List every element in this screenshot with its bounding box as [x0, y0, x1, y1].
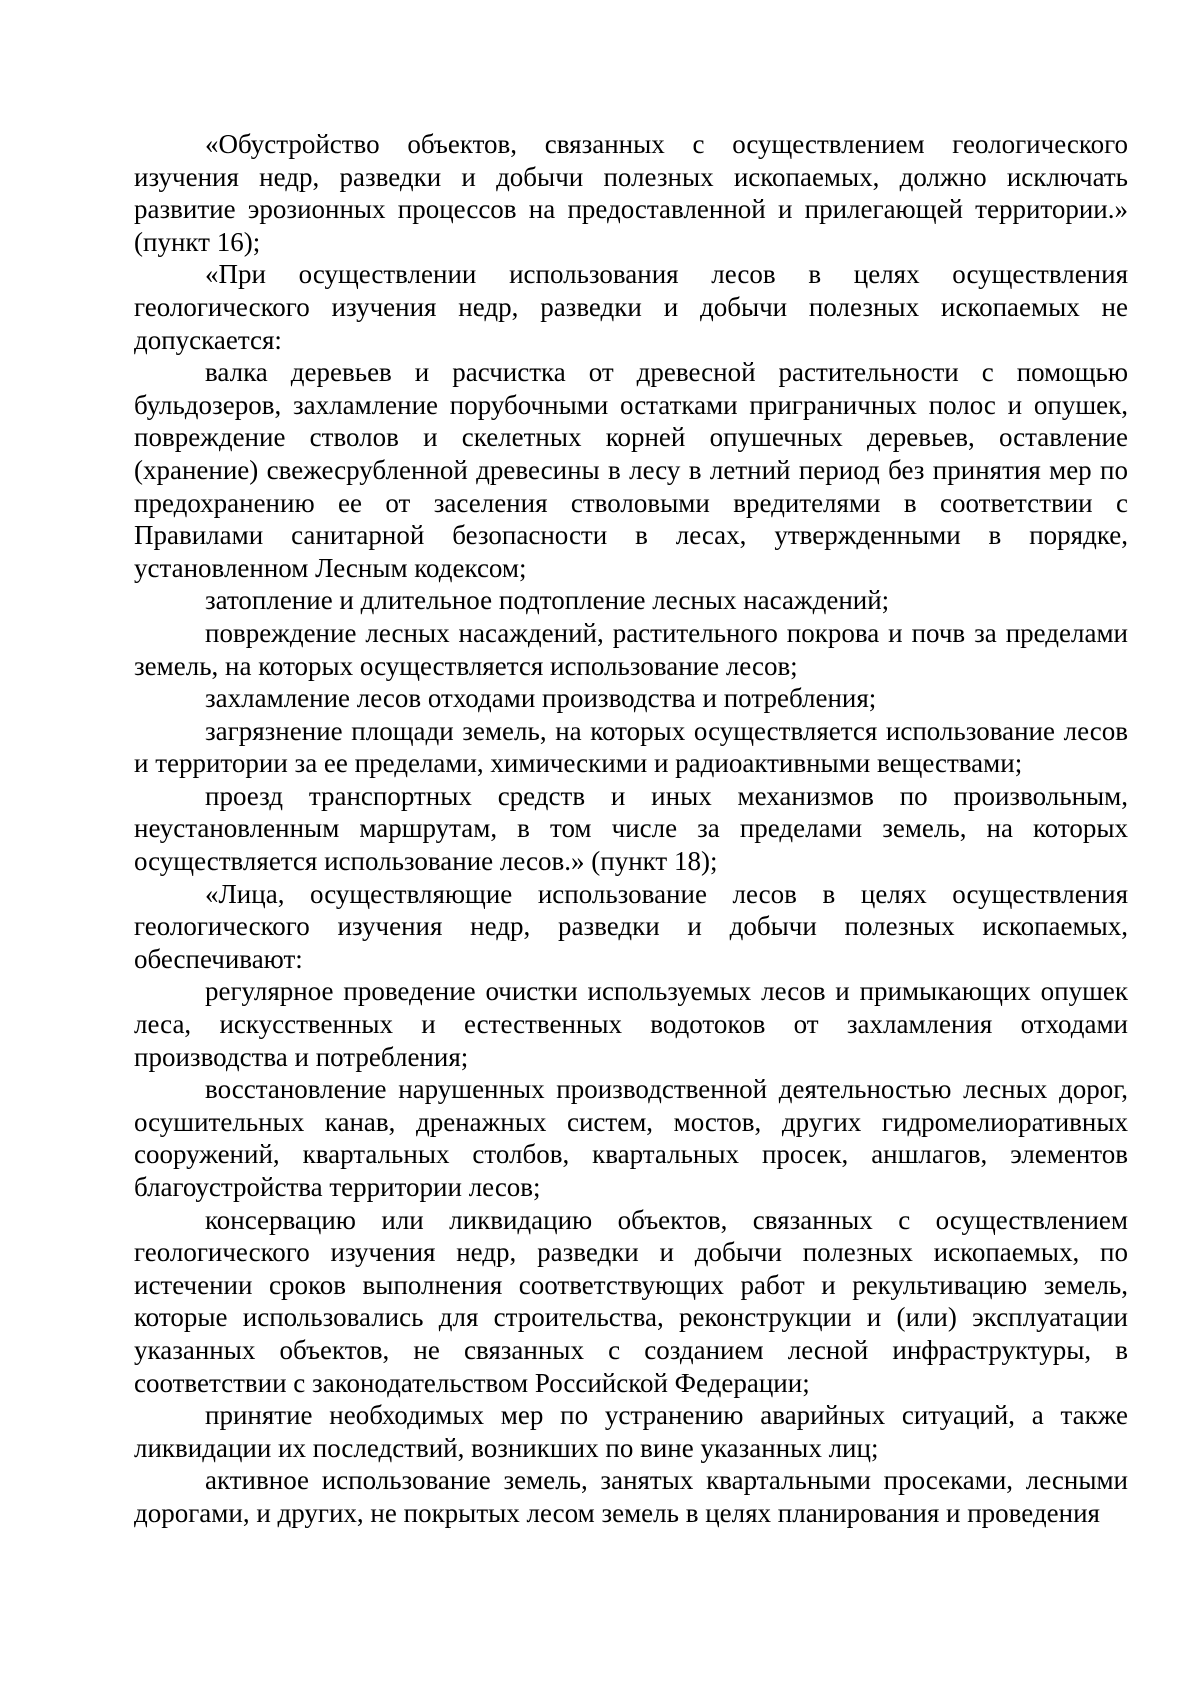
paragraph-zahlamlenie: захламление лесов отходами производства и потребления; [205, 683, 877, 714]
paragraph-zatoplenie: затопление и длительное подтопление лесных насаждений; [205, 585, 890, 616]
paragraph-povrezhdenie: повреждение лесных насаждений, растительного покрова и почв за пределами земель, на которых осуществляется использование лесов; [134, 617, 1128, 681]
paragraph-ne-dopuskaetsya: «При осуществлении использования лесов в целях осуществления геологического изучения недр, разведки и добычи полезных ископаемых не допускается: [134, 259, 1128, 355]
paragraph-obustroystvo: «Обустройство объектов, связанных с осуществлением геологического изучения недр, разведки и добычи полезных ископаемых, должно исключать развитие эрозионных процессов на предоставленной и прилегающей территории.» (пункт 16); [134, 129, 1128, 257]
paragraph-regulyarnoe-ochistka: регулярное проведение очистки используемых лесов и примыкающих опушек леса, искусственных и естественных водотоков от захламления отходами производства и потребления; [134, 976, 1128, 1072]
paragraph-vosstanovlenie: восстановление нарушенных производственной деятельностью лесных дорог, осушительных канав, дренажных систем, мостов, других гидромелиоративных сооружений, квартальных столбов, квартальных просек, аншлагов, элементов благоустройства территории лесов; [134, 1074, 1128, 1202]
paragraph-aktivnoe-ispolzovanie: активное использование земель, занятых квартальными просеками, лесными дорогами, и других, не покрытых лесом земель в целях планирования и проведения [134, 1465, 1128, 1528]
paragraph-prinyatie-mer: принятие необходимых мер по устранению аварийных ситуаций, а также ликвидации их последствий, возникших по вине указанных лиц; [134, 1400, 1128, 1463]
paragraph-zagryaznenie: загрязнение площади земель, на которых осуществляется использование лесов и территории за ее пределами, химическими и радиоактивными веществами; [134, 715, 1128, 779]
document-body [134, 128, 1128, 1530]
paragraph-konservatsiya: консервацию или ликвидацию объектов, связанных с осуществлением геологического изучения недр, разведки и добычи полезных ископаемых, по истечении сроков выполнения соответствующих работ и рекультивацию земель, которые использовались для строительства, реконструкции и (или) эксплуатации указанных объектов, не связанных с созданием лесной инфраструктуры, в соответствии с законодательством Российской Федерации; [134, 1204, 1128, 1398]
paragraph-proezd: проезд транспортных средств и иных механизмов по произвольным, неустановленным маршрутам, в том числе за пределами земель, на которых осуществляется использование лесов.» (пункт 18); [134, 780, 1128, 877]
paragraph-valka-derevyev: валка деревьев и расчистка от древесной растительности с помощью бульдозеров, захламление порубочными остатками приграничных полос и опушек, повреждение стволов и скелетных корней опушечных деревьев, оставление (хранение) свежесрубленной древесины в лесу в летний период без принятия мер по предохранению ее от заселения стволовыми вредителями в соответствии с Правилами санитарной безопасности в лесах, утвержденными в порядке, установленном Лесным кодексом; [134, 357, 1128, 583]
paragraph-litsa-obespechivayut: «Лица, осуществляющие использование лесов в целях осуществления геологического изучения недр, разведки и добычи полезных ископаемых, обеспечивают: [134, 878, 1128, 974]
